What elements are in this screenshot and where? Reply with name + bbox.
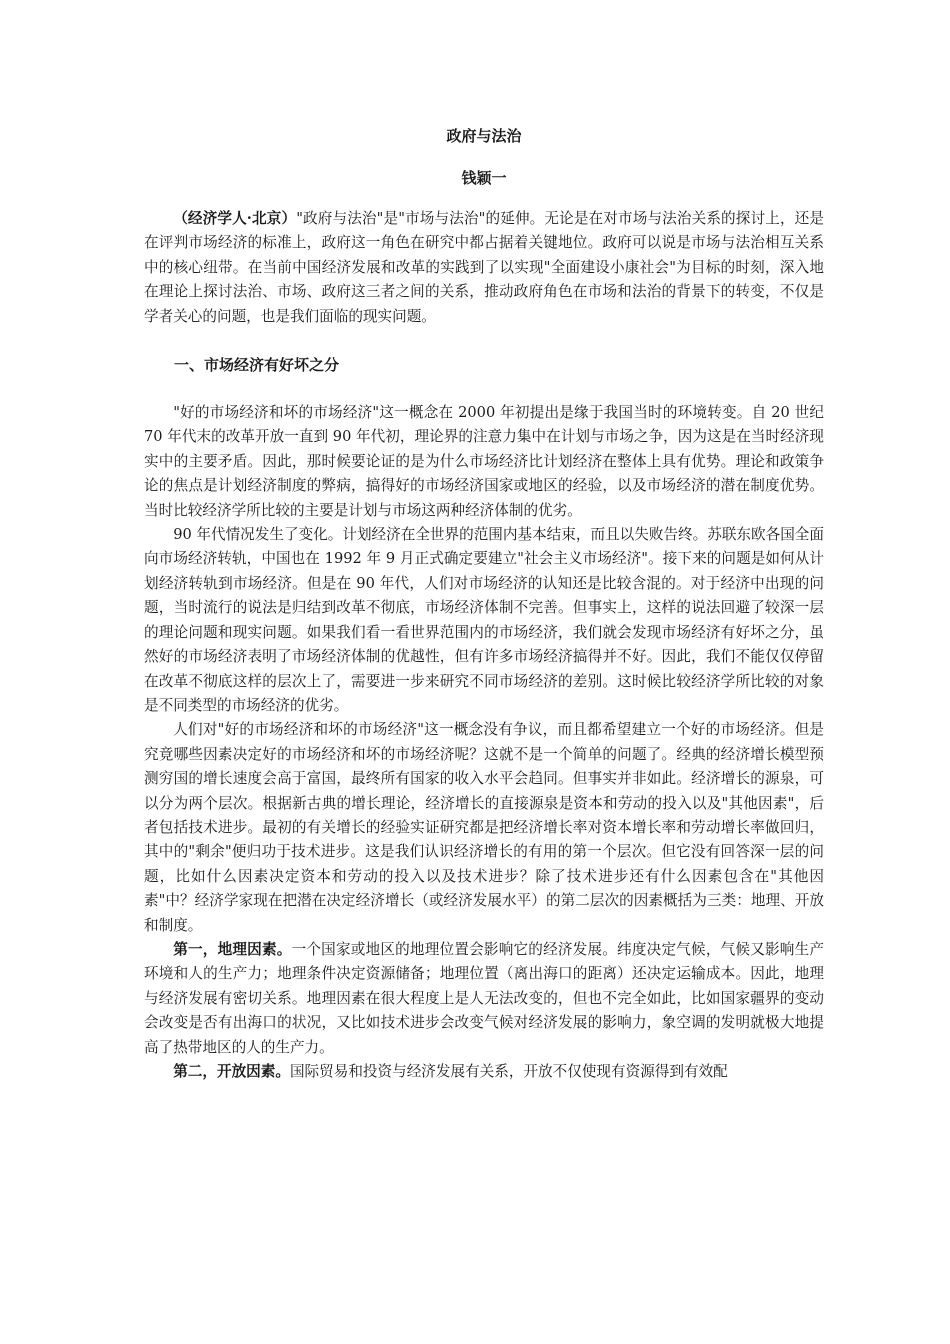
factor-geography-label: 第一，地理因素。 (173, 940, 292, 958)
document-title: 政府与法治 (446, 127, 522, 145)
document-body (144, 124, 824, 1084)
paragraph: 90 年代情况发生了变化。计划经济在全世界的范围内基本结束，而且以失败告终。苏联东欧各国全面向市场经济转轨，中国也在 1992 年 9 月正式确定要建立"社会主义市场经济"。接下来的问题是如何从计划经济转轨到市场经济。但是在 90 年代，人们对市场经济的认知还是比较含混的。对于经济中出现的问题，当时流行的说法是归结到改革不彻底，市场经济体制不完善。但事实上，这样的说法回避了较深一层的理论问题和现实问题。如果我们看一看世界范围内的市场经济，我们就会发现市场经济有好坏之分，虽然好的市场经济表明了市场经济体制的优越性，但有许多市场经济搞得并不好。因此，我们不能仅仅停留在改革不彻底这样的层次上了，需要进一步来研究不同市场经济的差别。这时候比较经济学所比较的对象是不同类型的市场经济的优劣。 (144, 526, 824, 714)
factor-openness-label: 第二，开放因素。 (173, 1063, 290, 1080)
intro-text: "政府与法治"是"市场与法治"的延伸。无论是在对市场与法治关系的探讨上，还是在评判市场经济的标准上，政府这一角色在研究中都占据着关键地位。政府可以说是市场与法治相互关系中的核心纽带。在当前中国经济发展和改革的实践到了以实现"全面建设小康社会"为目标的时刻，深入地在理论上探讨法治、市场、政府这三者之间的关系，推动政府角色在市场和法治的背景下的转变，不仅是学者关心的问题，也是我们面临的现实问题。 (144, 210, 824, 325)
document-author: 钱颖一 (461, 169, 507, 187)
section-heading: 一、市场经济有好坏之分 (174, 356, 340, 375)
paragraph: 人们对"好的市场经济和坏的市场经济"这一概念没有争议，而且都希望建立一个好的市场经济。但是究竟哪些因素决定好的市场经济和坏的市场经济呢？这就不是一个简单的问题了。经典的经济增长模型预测穷国的增长速度会高于富国，最终所有国家的收入水平会趋同。但事实并非如此。经济增长的源泉，可以分为两个层次。根据新古典的增长理论，经济增长的直接源泉是资本和劳动的投入以及"其他因素"，后者包括技术进步。最初的有关增长的经验实证研究都是把经济增长率对资本增长率和劳动增长率做回归，其中的"剩余"便归功于技术进步。这是我们认识经济增长的有用的第一个层次。但它没有回答深一层的问题，比如什么因素决定资本和劳动的投入以及技术进步？除了技术进步还有什么因素包含在"其他因素"中？经济学家现在把潜在决定经济增长（或经济发展水平）的第二层次的因素概括为三类：地理、开放和制度。 (144, 721, 824, 934)
factor-geography-text: 一个国家或地区的地理位置会影响它的经济发展。纬度决定气候，气候又影响生产环境和人的生产力；地理条件决定资源储备；地理位置（离出海口的距离）还决定运输成本。因此，地理与经济发展有密切关系。地理因素在很大程度上是人无法改变的，但也不完全如此，比如国家疆界的变动会改变是否有出海口的状况，又比如技术进步会改变气候对经济发展的影响力，象空调的发明就极大地提高了热带地区的人的生产力。 (144, 940, 824, 1056)
paragraph-openness (144, 1060, 824, 1084)
factor-openness-text: 国际贸易和投资与经济发展有关系，开放不仅使现有资源得到有效配 (289, 1063, 728, 1080)
intro-source-label: （经济学人·北京） (173, 210, 297, 227)
intro-paragraph (144, 207, 824, 329)
paragraph-geography (144, 938, 824, 1060)
paragraph: "好的市场经济和坏的市场经济"这一概念在 2000 年初提出是缘于我国当时的环境转变。自 20 世纪 70 年代末的改革开放一直到 90 年代初，理论界的注意力集中在计划与市场之争，因为这是在当时经济现实中的主要矛盾。因此，那时候要论证的是为什么市场经济比计划经济在整体上具有优势。理论和政策争论的焦点是计划经济制度的弊病，搞得好的市场经济国家或地区的经验，以及市场经济的潜在制度优势。当时比较经济学所比较的主要是计划与市场这两种经济体制的优劣。 (144, 404, 824, 519)
